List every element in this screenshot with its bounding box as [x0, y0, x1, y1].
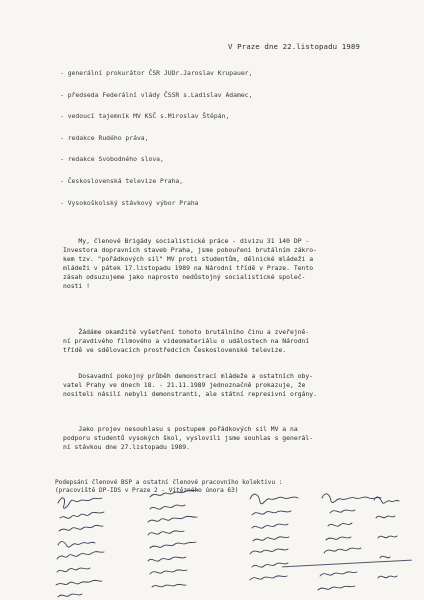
signature [320, 572, 357, 576]
text-line: nosti ! [63, 281, 90, 290]
paragraph-demonstrations [63, 372, 375, 399]
signature [252, 524, 288, 528]
text-line: Dosavadní pokojný průběh demonstrací mládeže a ostatních oby- [63, 372, 314, 380]
paragraph-protest [63, 237, 375, 290]
signature [326, 537, 351, 540]
recipient-item: - Vysokoškolský stávkový výbor Praha [60, 198, 199, 207]
signature [322, 494, 381, 503]
text-line: kem tzv. "pořádkových sil" MV proti studentům, dělnické mládeži a [63, 254, 314, 263]
text-line: My, členové Brigády socialistické práce - divizu 31 140 DP - [63, 237, 310, 245]
signature [328, 523, 352, 526]
signature [376, 516, 395, 518]
text-line: zásah odsuzujeme jako naprosto nedůstojný socialistické společ- [63, 272, 306, 281]
signatures-heading [55, 479, 395, 495]
signature [253, 537, 289, 541]
signature [152, 584, 186, 587]
signature [250, 494, 298, 504]
text-line: vatel Prahy ve dnech 18. - 21.11.1989 jednoznačně prokazuje, že [63, 380, 306, 389]
signature [380, 556, 390, 558]
signature [150, 542, 196, 548]
signature [250, 549, 288, 554]
signature [148, 516, 197, 522]
signature [250, 576, 287, 580]
signature [148, 557, 186, 561]
signature [58, 498, 102, 508]
paragraph-strike [63, 425, 375, 452]
recipient-item: - redakce Rudého práva, [60, 133, 149, 142]
recipient-item: - generální prokurátor ČSR JUDr.Jaroslav Krupauer, [60, 69, 253, 77]
text-line: ní pravdivého filmového a videomateriálu o událostech na Národní [63, 336, 310, 345]
text-line: nositeli násilí nebyli demonstranti, ale státní represivní orgány. [63, 389, 317, 398]
text-line: mládeži v pátek 17.listopadu 1989 na Národní třídě v Praze. Tento [63, 263, 314, 272]
signature [59, 525, 103, 531]
signature [378, 536, 397, 538]
recipient-item: - redakce Svobodného slova, [60, 155, 164, 164]
text-line: Žádáme okamžité vyšetření tohoto brutálního činu a zveřejně- [63, 328, 310, 336]
signature [324, 548, 361, 553]
signature [252, 511, 291, 515]
text-line: podporu studentů vysokých škol, vyslovili jsme souhlas s generál- [63, 433, 314, 442]
signature [374, 497, 399, 503]
signature [57, 552, 104, 559]
recipient-item: - Československá televize Praha, [60, 176, 184, 185]
signature [150, 505, 185, 509]
recipient-item: - předseda Federální vlády ČSSR s.Ladislav Adamec, [60, 90, 253, 99]
signature [57, 568, 90, 572]
text-line: Podepsání členové BSP a ostatní členové pracovního kolektivu : [55, 479, 283, 486]
text-line: (pracoviště DP-IDS v Praze 2 - Vítězného února 63) [55, 487, 239, 494]
letter-date: V Praze dne 22.listopadu 1989 [228, 42, 360, 51]
signature [150, 570, 187, 574]
signature [58, 542, 95, 548]
text-line: ní stávkou dne 27.listopadu 1989. [63, 442, 190, 451]
signature [318, 586, 355, 590]
signature-underline [282, 560, 412, 568]
paragraph-demand [63, 328, 375, 355]
signature [56, 580, 102, 585]
signature [148, 531, 184, 535]
signature [378, 576, 397, 578]
text-line: Investora dopravních staveb Praha, jsme pobouřeni brutálním zákro- [63, 245, 317, 254]
signature [60, 512, 104, 518]
text-line: třídě ve sdělovacích prostředcích Československé televize. [63, 345, 287, 354]
recipient-item: - vedoucí tajemník MV KSČ s.Miroslav Štěpán, [60, 112, 230, 121]
recipient-list [60, 70, 252, 221]
signature [58, 594, 82, 597]
signature [330, 510, 355, 513]
text-line: Jako projev nesouhlasu s postupem pořádkových sil MV a na [63, 425, 298, 433]
